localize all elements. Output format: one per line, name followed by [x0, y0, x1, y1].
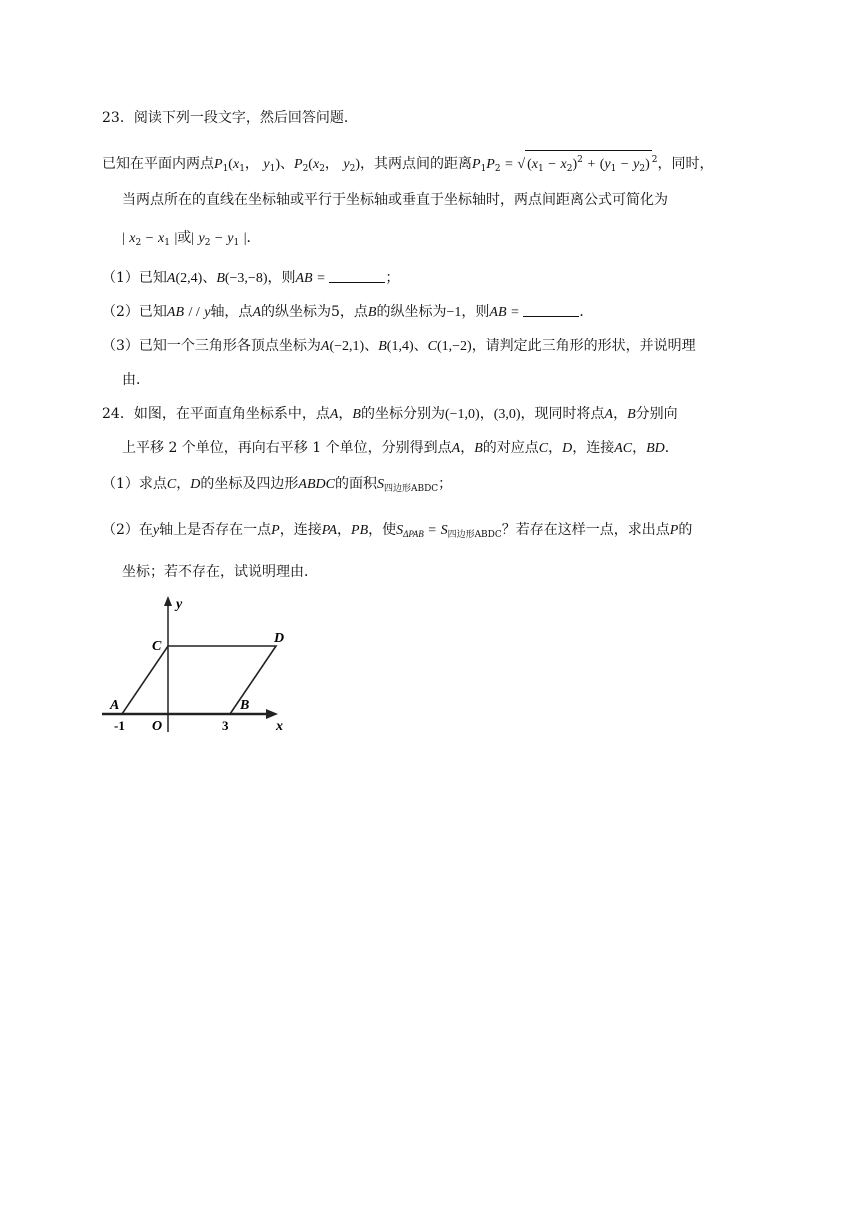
label-D: D	[274, 631, 285, 646]
q23-line3: | $x_2 - x_1$ |或| $y_2 - y_1$ |．	[122, 230, 261, 248]
label-A: A	[110, 698, 120, 713]
label-y: y	[176, 597, 183, 612]
q23-intro: 已知在平面内两点$P_1(x_1$， $y_1$)、$P_2(x_2$， $y_2$)，其两点间的距离$P_1P_2$ = √ $(x_1 - x_2)^2 + (y_1 - y_2)$ $^2$，同时，	[102, 150, 714, 179]
answer-blank	[523, 304, 579, 317]
answer-blank	[329, 270, 385, 283]
coordinate-figure	[100, 588, 300, 738]
parallelogram-ABDC	[122, 646, 276, 714]
q23-sub1: （1）已知A(2,4)、B(−3,−8)，则AB = ；	[102, 270, 400, 286]
label-C: C	[152, 639, 162, 654]
q24-sub2-cont: 坐标；若不存在，试说明理由．	[122, 564, 318, 580]
q23-sub3-cont: 由．	[122, 372, 150, 388]
q23-sub2: （2）已知AB / / y轴，点A的纵坐标为5，点B的纵坐标为−1，则AB = ．	[102, 304, 594, 320]
q23-title: 23．阅读下列一段文字，然后回答问题．	[102, 110, 358, 126]
q24-line2: 上平移 2 个单位，再向右平移 1 个单位，分别得到点A，B的对应点C，D，连接AC，BD．	[122, 440, 679, 456]
q24-sub1: （1）求点C，D的坐标及四边形ABDC的面积$S_{四边形ABDC}$；	[102, 476, 453, 494]
label-x: x	[276, 719, 283, 734]
q23-sub3: （3）已知一个三角形各顶点坐标为A(−2,1)、B(1,4)、C(1,−2)，请判定此三角形的形状，并说明理	[102, 338, 696, 354]
x-axis-arrow-icon	[266, 709, 278, 719]
label-3: 3	[222, 718, 229, 733]
q24-line1: 24．如图，在平面直角坐标系中，点A，B的坐标分别为(−1,0)，(3,0)，现同时将点A，B分别向	[102, 406, 678, 422]
label-minus1: -1	[114, 718, 125, 733]
q24-sub2: （2）在y轴上是否存在一点P，连接PA，PB，使$S_{\Delta PAB} = S_{四边形ABDC}$？若存在这样一点，求出点P的	[102, 522, 693, 540]
y-axis-arrow-icon	[164, 596, 172, 606]
label-O: O	[152, 719, 163, 734]
q23-line2: 当两点所在的直线在坐标轴或平行于坐标轴或垂直于坐标轴时，两点间距离公式可简化为	[122, 192, 668, 208]
label-B: B	[240, 698, 250, 713]
